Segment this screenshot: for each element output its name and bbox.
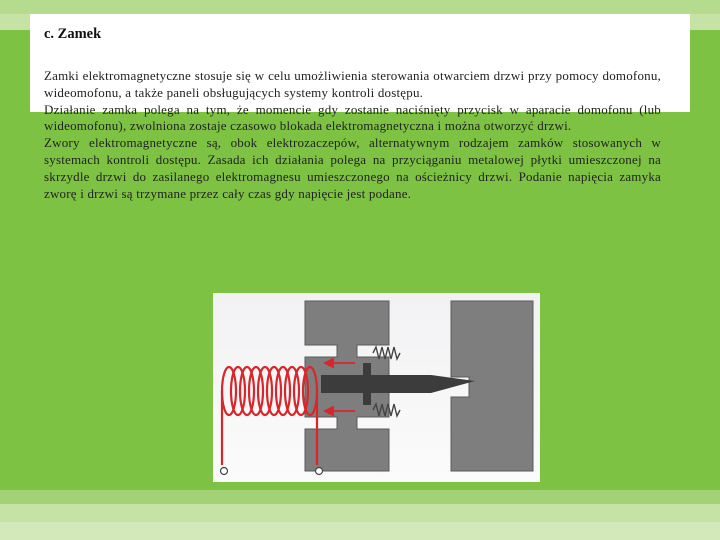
electromagnetic-lock-illustration: [213, 293, 540, 482]
terminal-icon: [316, 468, 323, 475]
bottom-stripe: [0, 490, 720, 504]
paragraph-1: Zamki elektromagnetyczne stosuje się w celu umożliwienia sterowania otwarciem drzwi przy pomocy domofonu, wideomofonu, a także paneli obsługujących systemy kontroli dostępu.: [44, 68, 661, 100]
top-stripe: [0, 0, 720, 14]
section-heading: c. Zamek: [44, 26, 102, 42]
body-text: [44, 68, 661, 202]
terminal-icon: [221, 468, 228, 475]
paragraph-2: Działanie zamka polega na tym, że momencie gdy zostanie naciśnięty przycisk w aparacie domofonu (lub wideomofonu), zwolniona zostaje czasowo blokada elektromagnetyczna i można otworzyć drzwi.: [44, 101, 661, 134]
bottom-band-light: [0, 522, 720, 540]
paragraph-3: Zwory elektromagnetyczne są, obok elektrozaczepów, alternatywnym rodzajem zamków stosowanych w systemach kontroli dostępu. Zasada ich działania polega na przyciąganiu metalowej płytki umieszczonej na skrzydle drzwi do zasilanego elektromagnesu umieszczonego na ościeżnicy drzwi. Podanie napięcia zamyka zworę i drzwi są trzymane przez cały czas gdy napięcie jest podane.: [44, 135, 661, 201]
